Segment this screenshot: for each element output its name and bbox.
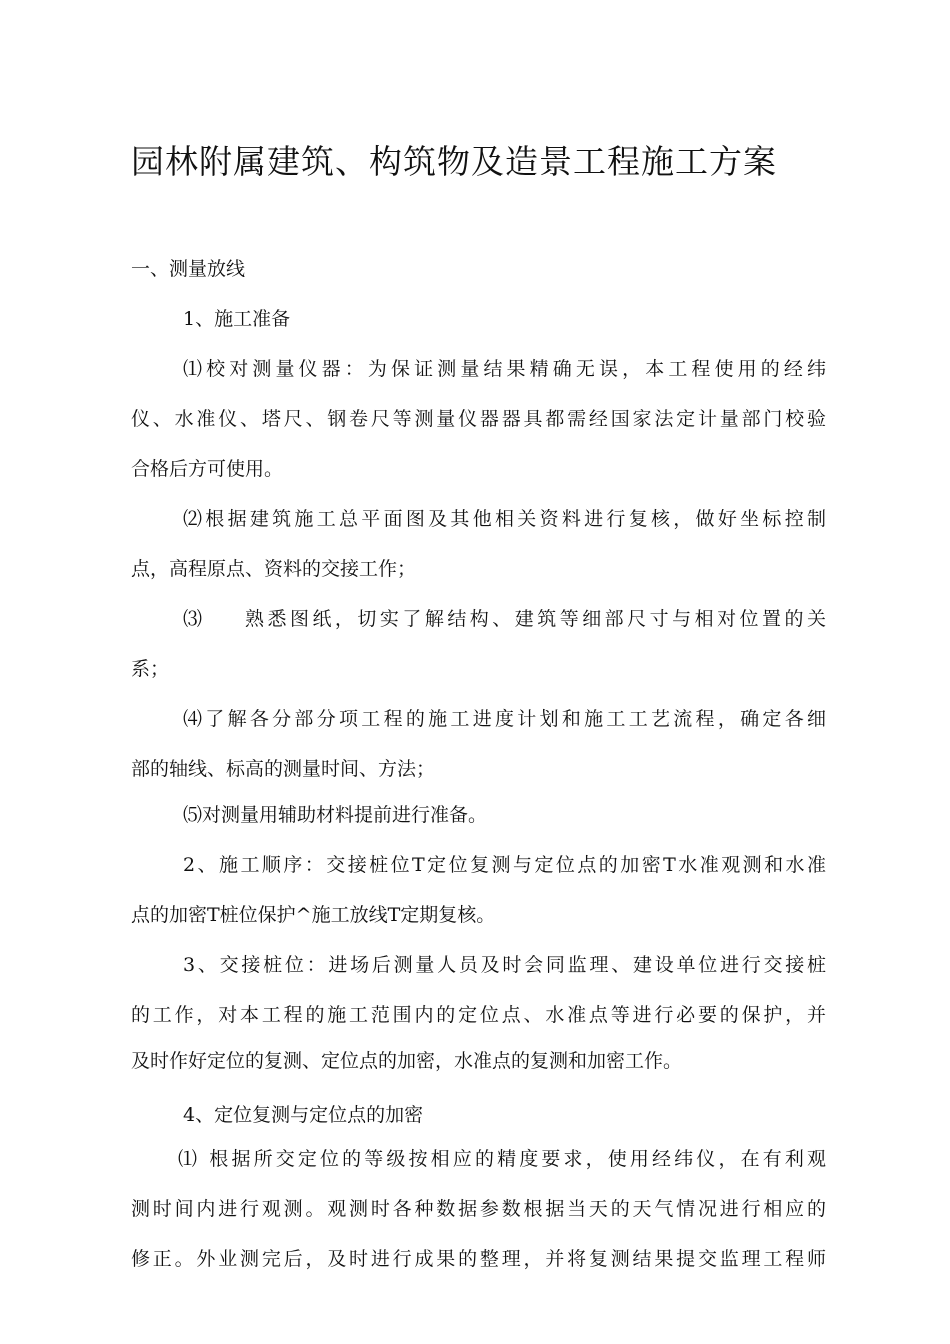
paragraph-3-line-1: 熟悉图纸，切实了解结构、建筑等细部尺寸与相对位置的关 [245,608,826,630]
document-title: 园林附属建筑、构筑物及造景工程施工方案 [131,142,777,181]
paragraph-5-line-1: ⑸对测量用辅助材料提前进行准备。 [183,804,488,826]
paragraph-2-line-1: ⑵根据建筑施工总平面图及其他相关资料进行复核，做好坐标控制 [183,508,826,530]
paragraph-1-line-2: 仪、水准仪、塔尺、钢卷尺等测量仪器器具都需经国家法定计量部门校验 [131,408,826,430]
paragraph-2-line-2: 点，高程原点、资料的交接工作； [131,558,417,580]
paragraph-3-line-2: 系； [131,658,170,680]
paragraph-4-line-2: 部的轴线、标高的测量时间、方法； [131,758,436,780]
paragraph-4-line-1: ⑷了解各分部分项工程的施工进度计划和施工工艺流程，确定各细 [183,708,826,730]
paragraph-3-number: ⑶ [183,608,203,630]
item-3-line-3: 及时作好定位的复测、定位点的加密，水准点的复测和加密工作。 [131,1050,683,1072]
section-heading-1: 一、测量放线 [131,258,246,280]
item-heading-1: 1、施工准备 [183,308,291,330]
paragraph-1-line-3: 合格后方可使用。 [131,458,284,480]
paragraph-6-line-3: 修正。外业测完后，及时进行成果的整理，并将复测结果提交监理工程师 [131,1248,826,1270]
paragraph-1-line-1: ⑴校对测量仪器：为保证测量结果精确无误，本工程使用的经纬 [183,358,826,380]
item-3-line-2: 的工作，对本工程的施工范围内的定位点、水准点等进行必要的保护，并 [131,1004,826,1026]
item-heading-4: 4、定位复测与定位点的加密 [183,1104,424,1126]
paragraph-6-line-1: ⑴ 根据所交定位的等级按相应的精度要求，使用经纬仪，在有利观 [178,1148,826,1170]
paragraph-6-line-2: 测时间内进行观测。观测时各种数据参数根据当天的天气情况进行相应的 [131,1198,826,1220]
item-3-line-1: 3、交接桩位：进场后测量人员及时会同监理、建设单位进行交接桩 [183,954,826,976]
item-2-line-1: 2、施工顺序：交接桩位T定位复测与定位点的加密T水准观测和水准 [183,854,826,876]
item-2-line-2: 点的加密T桩位保护^施工放线T定期复核。 [131,904,496,926]
